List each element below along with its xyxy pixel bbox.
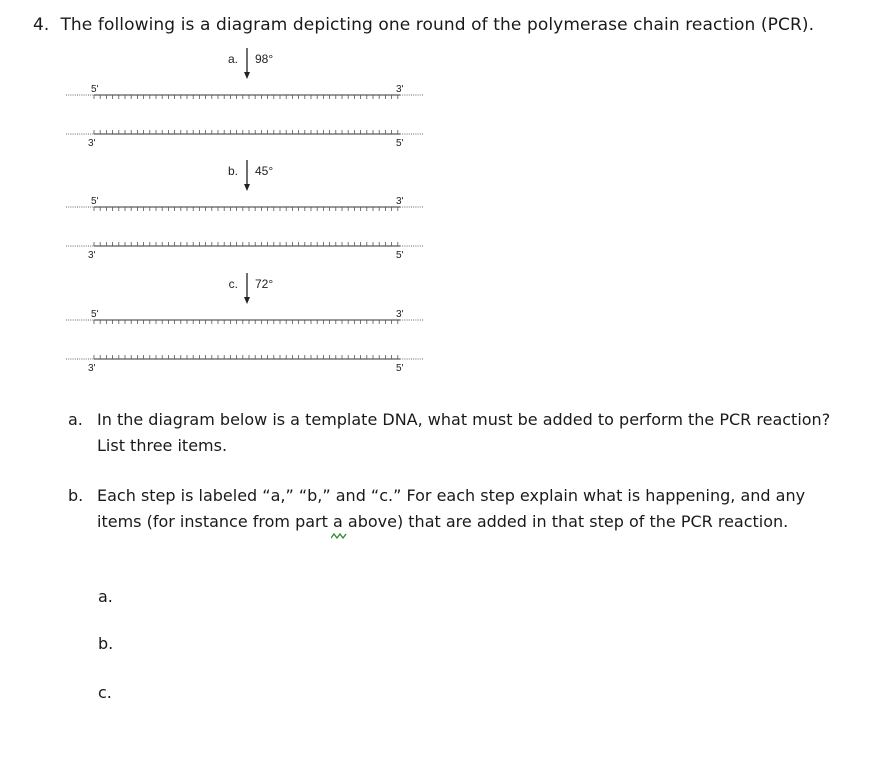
part-b-marker: b. [68, 486, 84, 505]
part-b-text-after: above) that are added in that step of the PCR reaction. [342, 512, 789, 531]
strand-bottom-3prime-label: 3' [88, 363, 96, 374]
step-1-temperature: 98° [255, 52, 274, 66]
spellcheck-flag-word: a [333, 509, 343, 535]
step-3-label: c. [228, 277, 238, 291]
strand-bottom-3prime-label: 3' [88, 250, 96, 261]
answer-b-label: b. [98, 634, 114, 653]
strand-top-3prime-label: 3' [396, 196, 404, 207]
grammar-squiggle-icon [331, 533, 347, 539]
strand-top-5prime-label: 5' [91, 309, 99, 320]
strand-top-bases [94, 207, 398, 211]
step-2-label: b. [227, 164, 238, 178]
step-1-label: a. [227, 52, 238, 66]
part-a-marker: a. [68, 410, 83, 429]
arrow-down-icon [244, 184, 250, 191]
part-a-text: In the diagram below is a template DNA, what must be added to perform the PCR reaction? List three items. [97, 410, 831, 455]
strand-bottom-5prime-label: 5' [396, 138, 404, 149]
strand-top-5prime-label: 5' [91, 84, 99, 95]
strand-bottom-5prime-label: 5' [396, 363, 404, 374]
part-a [68, 407, 848, 459]
part-b-text-before: Each step is labeled “a,” “b,” and “c.” For each step explain what is happening, and any items (for instance from part [97, 486, 806, 531]
answer-c-label: c. [98, 683, 112, 702]
arrow-down-icon [244, 297, 250, 304]
strand-top-3prime-label: 3' [396, 84, 404, 95]
strand-bottom-bases [94, 355, 398, 359]
part-b [68, 483, 848, 535]
strand-top-bases [94, 95, 398, 99]
strand-bottom-bases [94, 130, 398, 134]
strand-top-5prime-label: 5' [91, 196, 99, 207]
part-b-text [97, 483, 848, 535]
strand-bottom-5prime-label: 5' [396, 250, 404, 261]
strand-bottom-3prime-label: 3' [88, 138, 96, 149]
step-3-temperature: 72° [255, 277, 274, 291]
question-number: 4. [33, 15, 50, 35]
question-text: The following is a diagram depicting one round of the polymerase chain reaction (PCR). [60, 15, 815, 35]
step-2-temperature: 45° [255, 164, 274, 178]
strand-top-3prime-label: 3' [396, 309, 404, 320]
strand-top-bases [94, 320, 398, 324]
arrow-down-icon [244, 72, 250, 79]
answer-a-label: a. [98, 587, 113, 606]
strand-bottom-bases [94, 242, 398, 246]
